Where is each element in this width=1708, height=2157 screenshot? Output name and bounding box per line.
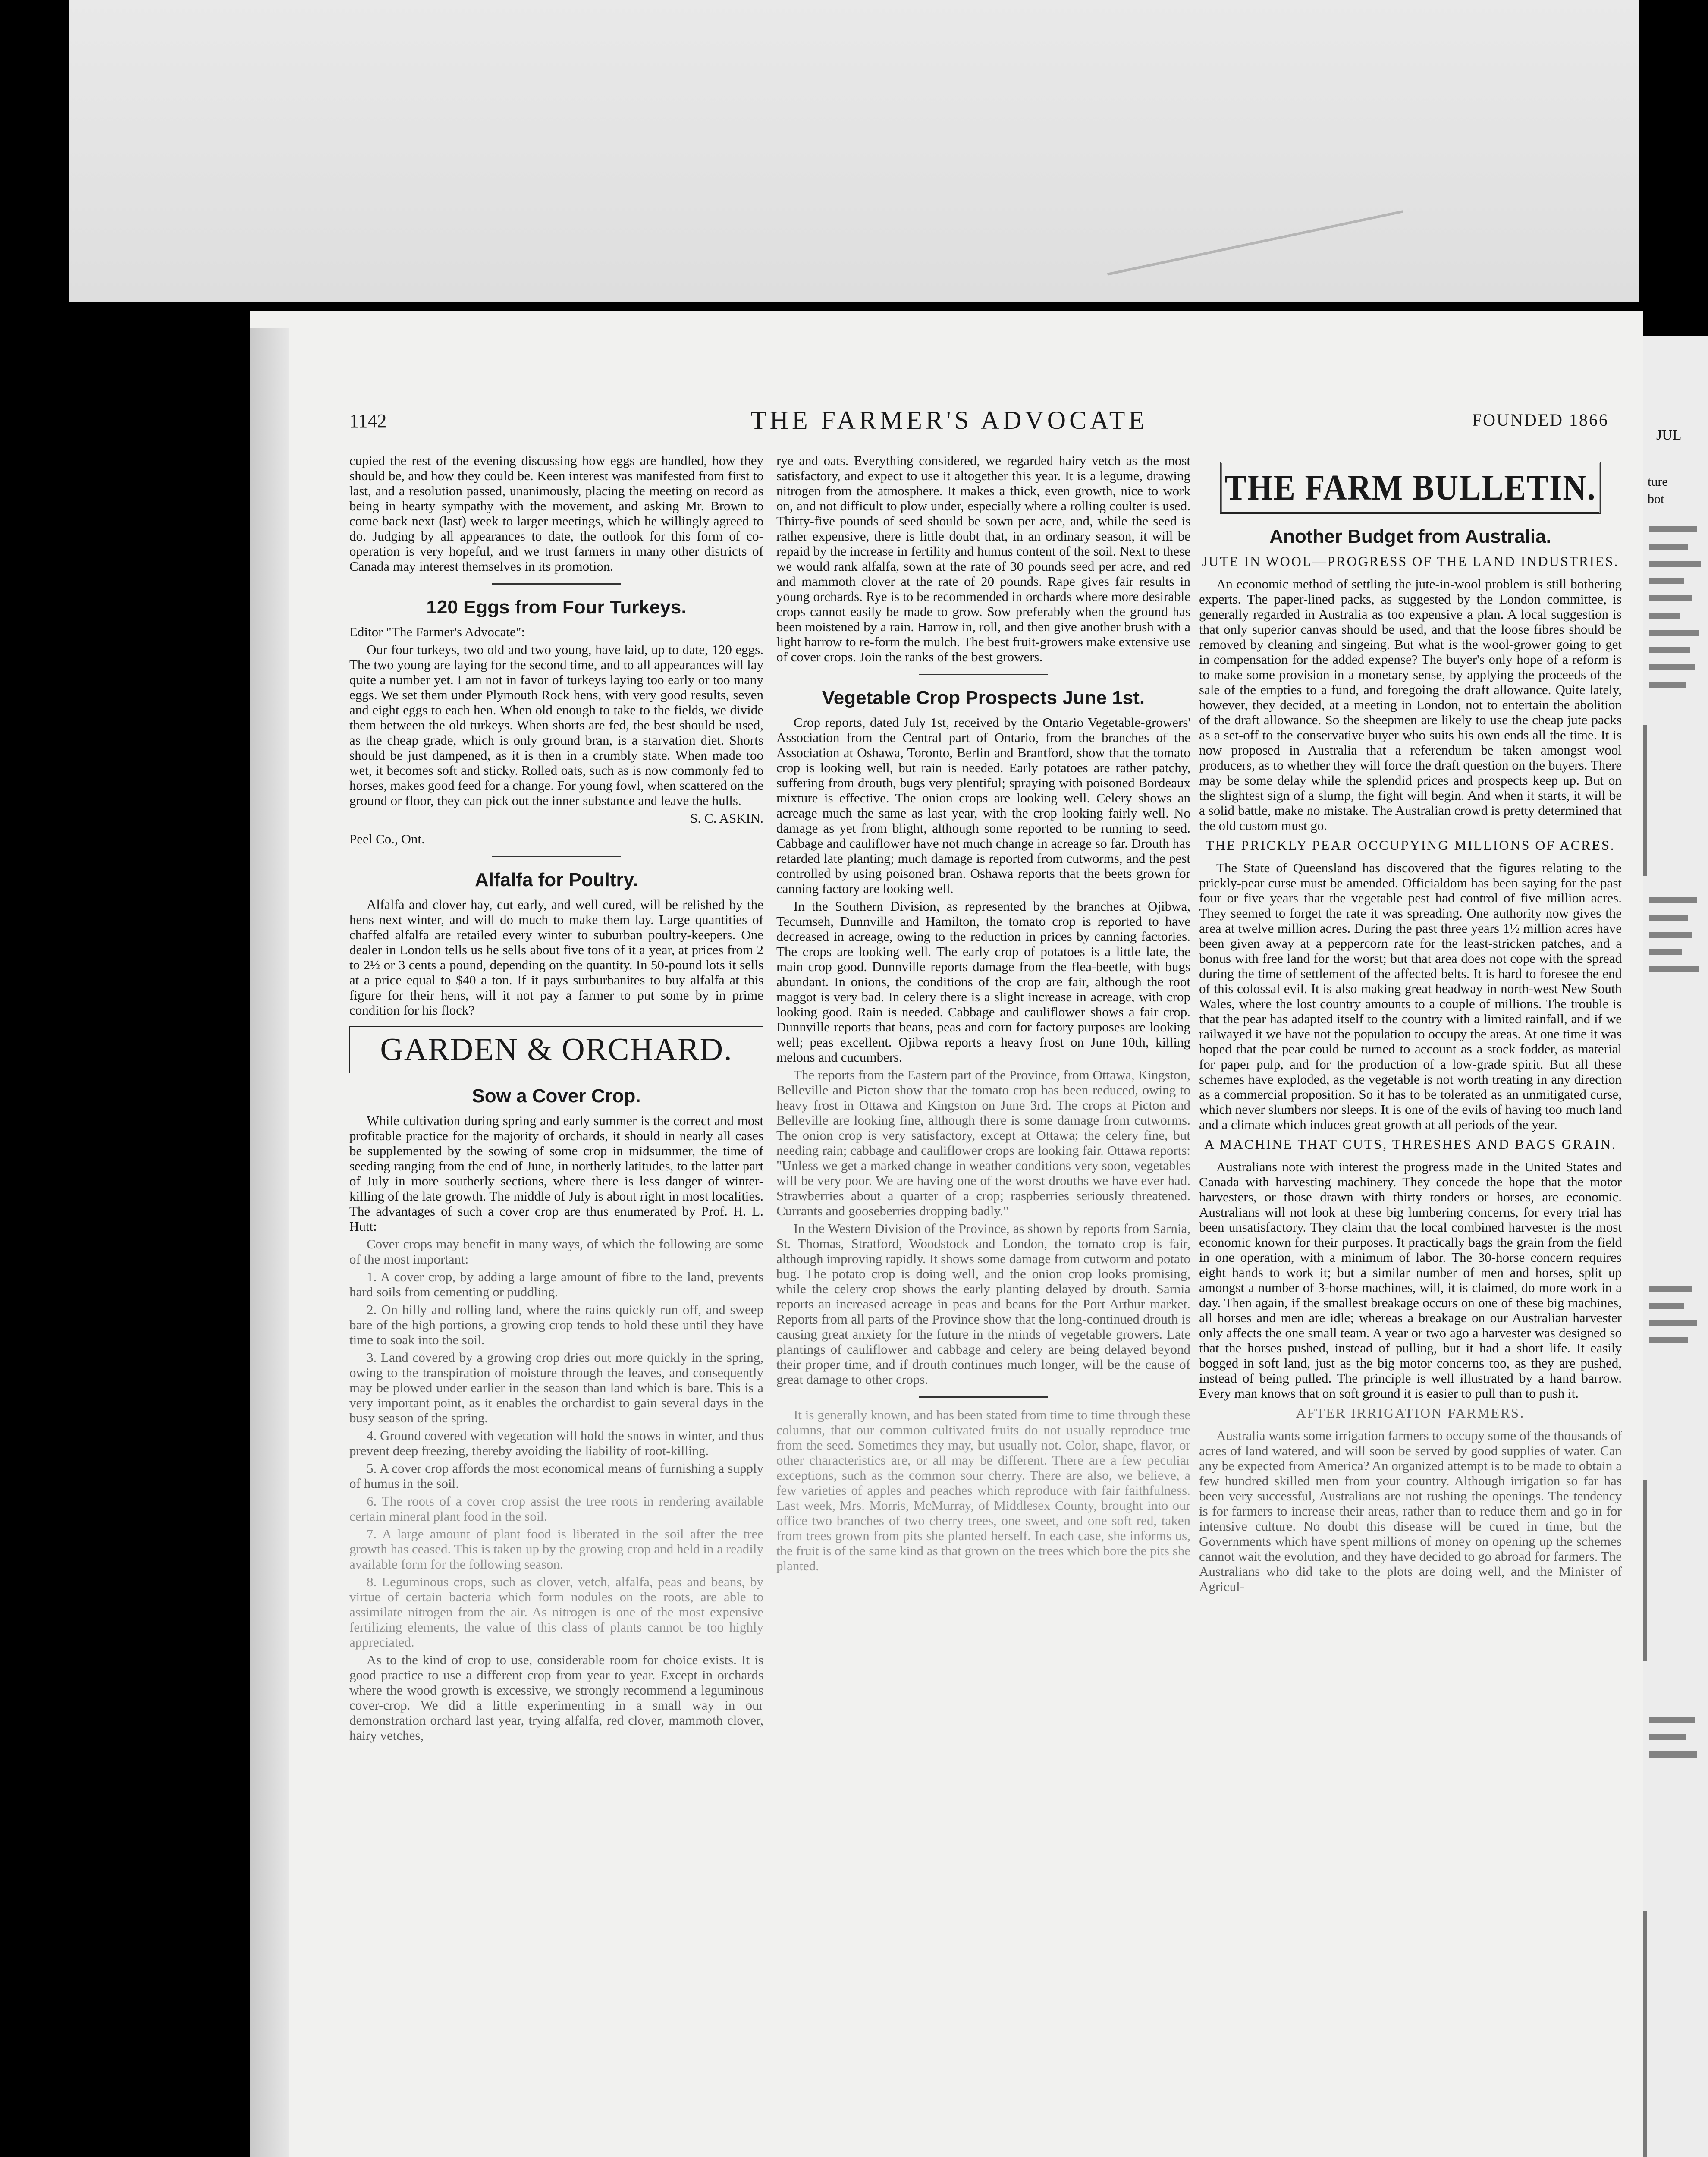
alfalfa-body: Alfalfa and clover hay, cut early, and well cured, will be relished by the hens next winter, and will do much to make them lay. Large quantities of chaffed alfalfa are retailed every winter to suburban poultry-keepers. One dealer in London tells us he sells about five tons of it a year, at prices from 2 to 2½ or 3 cents a pound, depending on the quantity. In 50-pound lots it sells at a price equal to $40 a ton. If it pays surburbanites to buy alfalfa at this figure for their hens, will it not pay a farmer to put some by in prime condition for his flock?: [349, 897, 763, 1018]
veg-p3: The reports from the Eastern part of the Province, from Ottawa, Kingston, Belleville and Picton show that the tomato crop has been reduced, owing to heavy frost in Ottawa and Kingston on June 3rd. The crops at Picton and Belleville are looking fine, although there is some damage from cutworms. The onion crop is very satisfactory, except at Ottawa; the celery fine, but needing rain; cabbage and cauliflower crops are looking fair. Ottawa reports: "Unless we get a marked change in weather conditions very soon, vegetables will be very poor. We are having one of the worst drouths we have ever had. Strawberries about a quarter of a crop; raspberries seriously threatened. Currants and gooseberries dropping badly.": [776, 1067, 1190, 1218]
column-3: [1199, 453, 1622, 1597]
veg-p2: In the Southern Division, as represented by the branches at Ojibwa, Tecumseh, Dunnville and Hamilton, the tomato crop is reported to have decreased in acreage, owing to the reduction in prices by canning factories. The crops are looking well. The early crop of potatoes is a little late, the main crop good. Dunnville reports damage from the flea-beetle, with bugs abundant. In onions, the conditions of the crop are fair, although the root maggot is very bad. In celery there is a slight increase in acreage, with crop looking good. Rain is needed. Cabbage and cauliflower shows a fair crop. Dunnville reports that beans, peas and corn for factory purposes are looking well; peas excellent. Ojibwa reports a heavy frost on June 10th, killing melons and cucumbers.: [776, 899, 1190, 1065]
heading-turkeys: 120 Eggs from Four Turkeys.: [426, 597, 687, 618]
section-banner-garden: GARDEN & ORCHARD.: [349, 1026, 763, 1073]
page-number: 1142: [349, 410, 387, 431]
editor-salutation: Editor "The Farmer's Advocate":: [349, 624, 525, 639]
heading-cover-crop: Sow a Cover Crop.: [472, 1085, 641, 1107]
machine-body: Australians note with interest the progress made in the United States and Canada with harvesting machinery. They concede the hope that the motor harvesters, or those drawn with thirty tonders or horses, are economic. Australians will not look at these big lumbering concerns, for every trial has been unsatisfactory. They claim that the local combined harvester is the most economic known for their purposes. It practically bags the grain from the field in one operation, with a minimum of labor. The 30-horse concern requires eight hands to work it; but a similar number of men and horses, split up amongst a number of 3-horse machines, will, it is claimed, do more work in a day. Then again, if the smallest breakage occurs on one of these big machines, all horses and men are idle; whereas a breakage on our Australian harvester only affects the one small team. A year or two ago a harvester was designed so that the horses pushed, instead of pulling, but it had a short life. It easily bogged in soft land, just as the big motor concerns too, as they are pushed, instead of being pulled. The principle is well illustrated by a hand barrow. Every man knows that on soft ground it is easier to pull than to push it.: [1199, 1159, 1622, 1401]
section-banner-farm-bulletin: THE FARM BULLETIN.: [1220, 462, 1601, 514]
cover-crop-p9: 7. A large amount of plant food is liberated in the soil after the tree growth has ceased. This is taken up by the growing crop and held in a readily available form for the following season.: [349, 1526, 763, 1572]
divider: [919, 1396, 1048, 1398]
column-1: [349, 453, 763, 1745]
jute-body: An economic method of settling the jute-in-wool problem is still bothering experts. The paper-lined packs, as suggested by the London committee, is generally regarded in Australia as too expensive a plan. A local suggestion is that only superior canvas should be used, and that the loose fibres should be removed by cleaning and singeing. But what is the wool-grower going to get in compensation for the added expense? The buyer's only hope of a reform is to make some provision in a monetary sense, by applying the proceeds of the sale of the empties to a fund, and foregoing the draft allowance. Quite lately, however, they decided, at a meeting in London, not to entertain the abolition of the draft allowance. So the sheepmen are likely to use the cheap jute packs as a set-off to the conservative buyer who suits his own ends all the time. It is now proposed in Australia that a referendum be taken amongst wool producers, as to whether they will force the draft question on the buyers. There may be some delay while the splendid prices and prospects keep up. But on the slightest sign of a slump, the fight will begin. And when it starts, it will be a solid battle, make no mistake. The Australian crowd is pretty determined that the old custom must go.: [1199, 576, 1622, 833]
page-header: [298, 401, 1648, 436]
founded-date: FOUNDED 1866: [1472, 410, 1609, 430]
subheading-jute: JUTE IN WOOL—PROGRESS OF THE LAND INDUSTRIES.: [1202, 553, 1619, 569]
author-location: Peel Co., Ont.: [349, 831, 425, 846]
veg-p1: Crop reports, dated July 1st, received by the Ontario Vegetable-growers' Association from the Central part of Ontario, from the branches of the Association at Oshawa, Toronto, Berlin and Brantford, show that the tomato crop is looking well, but rain is needed. Early potatoes are rather patchy, suffering from drouth, bugs very plentiful; spraying with poisoned Bordeaux mixture is effective. The onion crops are looking well. Celery shows an acreage much the same as last year, with the crop looking fairly well. No damage as yet from blight, although some reported to be running to seed. Cabbage and cauliflower have not much change in acreage so far. Drouth has retarded late planting; much damage is reported from cutworms, and the pest controlled by using poisoned bran. Oshawa reports that the beets grown for canning factory are looking well.: [776, 715, 1190, 896]
cover-crop-p8: 6. The roots of a cover crop assist the tree roots in rendering available certain mineral plant food in the soil.: [349, 1494, 763, 1524]
subheading-machine: A MACHINE THAT CUTS, THRESHES AND BAGS GRAIN.: [1204, 1136, 1617, 1152]
page-gutter: [250, 328, 289, 2157]
next-page-fragment-1: JUL: [1656, 427, 1682, 443]
heading-vegetable-crop: Vegetable Crop Prospects June 1st.: [822, 687, 1145, 708]
author-signature: S. C. ASKIN.: [690, 811, 763, 826]
article-continuation: cupied the rest of the evening discussing how eggs are handled, how they should be, and how they could be. Keen interest was manifested from first to last, and a resolution passed, unanimously, placing the meeting on record as being in hearty sympathy with the movement, and asking Mr. Brown to come back next (last) week to larger meetings, which he willingly agreed to do. Judging by all appearances to date, the outlook for this form of co-operation is very hopeful, and we trust farmers in many other districts of Canada may interest themselves in its promotion.: [349, 453, 763, 574]
cover-crop-p6: 4. Ground covered with vegetation will hold the snows in winter, and thus prevent deep freezing, thereby avoiding the liability of root-killing.: [349, 1428, 763, 1458]
running-title: THE FARMER'S ADVOCATE: [750, 406, 1148, 434]
subheading-prickly-pear: THE PRICKLY PEAR OCCUPYING MILLIONS OF ACRES.: [1206, 837, 1615, 853]
heading-australia: Another Budget from Australia.: [1269, 526, 1551, 547]
divider: [492, 856, 621, 857]
prickly-pear-body: The State of Queensland has discovered that the figures relating to the prickly-pear curse must be amended. Officialdom has been saying for the past four or five years that the vegetable pest had control of five million acres. They seemed to forget the rate it was spreading. One authority now gives the area at twelve million acres. During the past three years 1½ million acres have been given away at a peppercorn rate for the least-stricken patches, and a bonus with free land for the worst; but that area does not cope with the spread during the time of settlement of the affected belts. It is hard to foresee the end of this colossal evil. It is also making great headway in north-west New South Wales, where the lost country amounts to a couple of millions. The trouble is that the pear has adapted itself to the country with a limited rainfall, and if we railwayed it we have not the population to occupy the areas. At one time it was hoped that the pear could be turned to account as a stock fodder, as material for paper pulp, and for the production of a low-grade spirit. But all these schemes have exploded, as the vegetable is not worth treating in any direction as a commercial proposition. So it has to be tolerated as an unmitigated curse, which never slumbers nor sleeps. It is one of the evils of having too much land and a climate which induces great growth at all periods of the year.: [1199, 860, 1622, 1132]
pencil-mark: [1107, 210, 1403, 275]
newspaper-page: [298, 401, 1648, 2157]
cover-crop-continuation: rye and oats. Everything considered, we regarded hairy vetch as the most satisfactory, and expect to use it altogether this year. It is a legume, drawing nitrogen from the atmosphere. It makes a thick, even growth, nice to work on, and not difficult to plow under, especially where a rolling coulter is used. Thirty-five pounds of seed should be sown per acre, and, while the seed is rather expensive, there is little doubt that, in an ordinary season, it will be repaid by the increase in fertility and humus content of the soil. Next to these we would rank alfalfa, sown at the rate of 30 pounds seed per acre, and red and mammoth clover at the rate of 20 pounds. Rape gives fair results in young orchards. Rye is to be recommended in orchards where more desirable crops cannot easily be made to grow. Sow preferably when the ground has been moistened by a rain. Harrow in, roll, and then give another brush with a light harrow to re-form the mulch. The best fruit-growers make extensive use of cover crops. Join the ranks of the best growers.: [776, 453, 1190, 664]
cover-crop-p3: 1. A cover crop, by adding a large amount of fibre to the land, prevents hard soils from cementing or puddling.: [349, 1269, 763, 1299]
divider: [919, 674, 1048, 675]
cover-crop-p2: Cover crops may benefit in many ways, of which the following are some of the most important:: [349, 1236, 763, 1267]
veg-p4: In the Western Division of the Province, as shown by reports from Sarnia, St. Thomas, Stratford, Woodstock and London, the tomato crop is fair, although improving rapidly. It shows some damage from cutworm and potato bug. The potato crop is doing well, and the onion crop looks promising, while the celery crop shows the early planting delayed by drouth. Sarnia reports an increased acreage in peas and beans for the Port Arthur market. Reports from all parts of the Province show that the long-continued drouth is causing great anxiety for the future in the minds of vegetable growers. Late plantings of cauliflower and cabbage and celery are being delayed beyond their proper time, and if drouth continues much longer, will be the cause of great damage to other crops.: [776, 1221, 1190, 1387]
next-page-fragment-2: ture: [1648, 475, 1668, 489]
subheading-irrigation: AFTER IRRIGATION FARMERS.: [1296, 1405, 1525, 1421]
seedling-fruit-note: It is generally known, and has been stated from time to time through these columns, that our common cultivated fruits do not usually reproduce true from the seed. Sometimes they may, but usually not. Color, shape, flavor, or other characteristics are, or all may be different. There are a few peculiar exceptions, such as the common sour cherry. There are also, we believe, a few varieties of apples and peaches which reproduce with fair faithfulness. Last week, Mrs. Morris, McMurray, of Middlesex County, brought into our office two branches of two cherry trees, one sweet, and one soft red, taken from trees grown from pits she planted herself. In each case, she informs us, the fruit is of the same kind as that grown on the trees which bore the pits she planted.: [776, 1407, 1190, 1573]
irrigation-body: Australia wants some irrigation farmers to occupy some of the thousands of acres of land watered, and will soon be served by good supplies of water. Can any be expected from America? An organized attempt is to be made to obtain a few hundred skilled men from your country. Although irrigation so far has been very successful, Australians are not rushing the openings. The tendency is for farmers to increase their areas, rather than to reduce them and go in for intensive culture. No doubt this disease will be cured in time, but the Governments which have spent millions of money on opening up the schemes cannot wait the evolution, and they have decided to go abroad for farmers. The Australians who did take to the plots are doing well, and the Minister of Agricul-: [1199, 1428, 1622, 1594]
divider: [492, 583, 621, 585]
previous-page-edge: [69, 0, 1639, 302]
next-page-edge: [1643, 336, 1708, 2157]
heading-alfalfa: Alfalfa for Poultry.: [474, 869, 638, 890]
turkeys-body: Our four turkeys, two old and two young, have laid, up to date, 120 eggs. The two young are laying for the second time, and to all appearances will lay quite a number yet. I am not in favor of turkeys laying too early or too many eggs. We set them under Plymouth Rock hens, with very good results, seven and eight eggs to each hen. When old enough to take to the fields, we divide them between the old turkeys. When shorts are fed, the best should be used, as the cheap grade, which is only ground bran, is a starvation diet. Shorts should be just dampened, as it is then in a crumbly state. When made too wet, it becomes soft and sticky. Rolled oats, such as is now commonly fed to horses, makes good feed for a change. For young fowl, when scattered on the ground or floor, they can pick out the inner substance and leave the hulls.: [349, 642, 763, 808]
column-2: [776, 453, 1190, 1576]
cover-crop-p1: While cultivation during spring and early summer is the correct and most profitable practice for the majority of orchards, it should in nearly all cases be supplemented by the sowing of some crop in midsummer, the time of seeding ranging from the end of June, in northerly latitudes, to the latter part of July in more southerly sections, where there is less danger of winter-killing of the late growth. The middle of July is about right in most localities. The advantages of such a cover crop are thus enumerated by Prof. H. L. Hutt:: [349, 1113, 763, 1234]
cover-crop-p10: 8. Leguminous crops, such as clover, vetch, alfalfa, peas and beans, by virtue of certain bacteria which form nodules on the roots, are able to assimilate nitrogen from the air. As nitrogen is one of the most expensive fertilizing elements, the value of this class of plants cannot be too highly appreciated.: [349, 1574, 763, 1650]
next-page-fragment-3: bot: [1648, 492, 1664, 506]
cover-crop-p11: As to the kind of crop to use, considerable room for choice exists. It is good practice to use a different crop from year to year. Except in orchards where the wood growth is excessive, we strongly recommend a leguminous cover-crop. We did a little experimenting in a small way in our demonstration orchard last year, trying alfalfa, red clover, mammoth clover, hairy vetches,: [349, 1652, 763, 1743]
cover-crop-p5: 3. Land covered by a growing crop dries out more quickly in the spring, owing to the transpiration of moisture through the leaves, and consequently may be plowed under earlier in the season than land which is bare. This is a very important point, as it enables the orchardist to gain several days in the busy season of the spring.: [349, 1350, 763, 1425]
cover-crop-p4: 2. On hilly and rolling land, where the rains quickly run off, and sweep bare of the high portions, a growing crop tends to hold these until they have time to soak into the soil.: [349, 1302, 763, 1347]
cover-crop-p7: 5. A cover crop affords the most economical means of furnishing a supply of humus in the soil.: [349, 1461, 763, 1491]
